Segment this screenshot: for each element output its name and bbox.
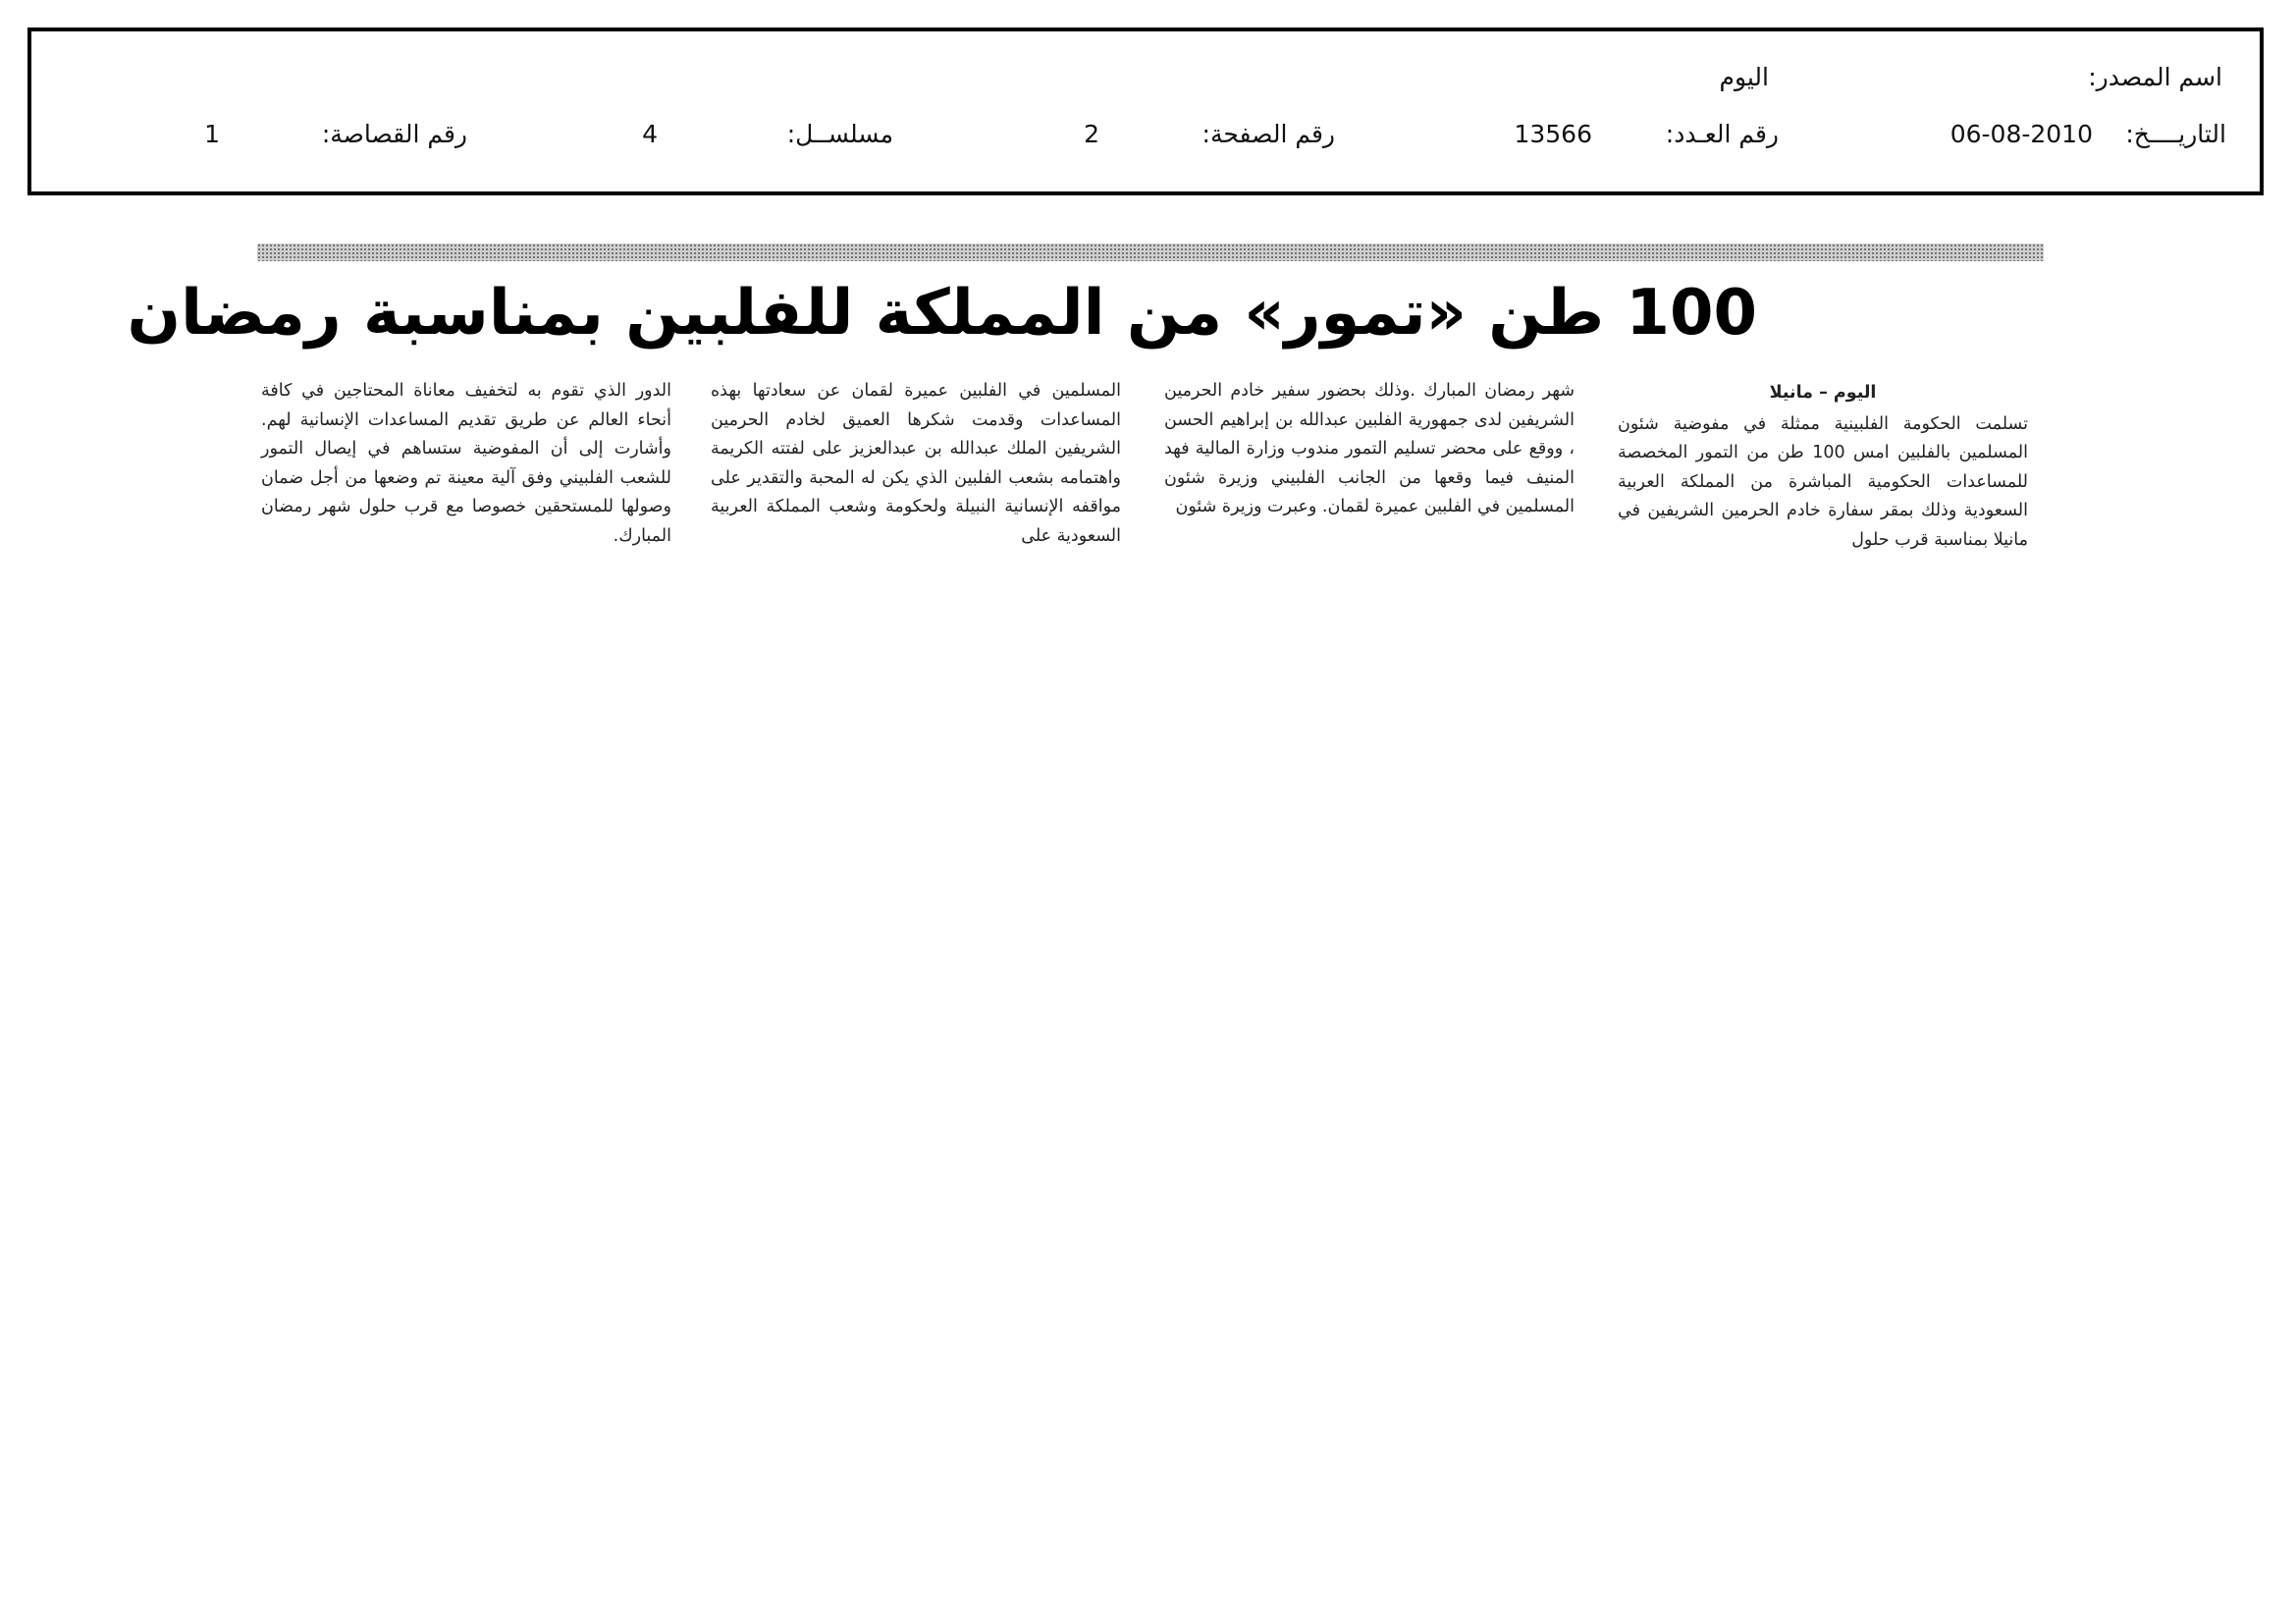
article-column-text: شهر رمضان المبارك .وذلك بحضور سفير خادم الحرمين الشريفين لدى جمهورية الفلبين عبدالله بن إبراهيم الحسن ، ووقع على محضر تسليم التمور مندوب وزارة المالية فهد المنيف فيما وقعها من الجانب الفلبيني وزيرة شئون المسلمين في الفلبين عميرة لقمان. وعبرت وزيرة شئون [1164, 381, 1575, 516]
halftone-rule [257, 244, 2044, 261]
article-column-3 [711, 377, 1121, 551]
article-column-text: المسلمين في الفلبين عميرة لقمان عن سعادتها بهذه المساعدات وقدمت شكرها العميق لخادم الحرمين الشريفين الملك عبدالله بن عبدالعزيز على لفتته الكريمة واهتمامه بشعب الفلبين الذي يكن له المحبة والتقدير على مواقفه الإنسانية النبيلة ولحكومة وشعب المملكة العربية السعودية على [711, 381, 1121, 546]
article-headline: 100 طن «تمور» من المملكة للفلبين بمناسبة رمضان [127, 277, 1757, 350]
clipping-header [27, 27, 2264, 195]
article-column-4 [261, 377, 671, 551]
clipping-number-label: رقم القصاصة: [321, 120, 467, 148]
article-dateline: اليوم – مانيلا [1769, 383, 1877, 403]
page-number-value: 2 [1084, 120, 1099, 148]
source-value: اليوم [1719, 63, 1769, 91]
clipping-number-value: 1 [204, 120, 220, 148]
issue-number-value: 13566 [1514, 120, 1592, 148]
date-value: 06-08-2010 [1949, 120, 2093, 148]
article-column-text: الدور الذي تقوم به لتخفيف معاناة المحتاجين في كافة أنحاء العالم عن طريق تقديم المساعدات الإنسانية لهم. وأشارت إلى أن المفوضية ستساهم في إيصال التمور للشعب الفلبيني وفق آلية معينة تم وضعها من أجل ضمان وصولها للمستحقين خصوصا مع قرب حلول شهر رمضان المبارك. [261, 381, 671, 546]
article-column-2 [1164, 377, 1575, 522]
page-number-label: رقم الصفحة: [1201, 120, 1335, 148]
article-column-1 [1618, 379, 2028, 555]
date-label: التاريــــخ: [2125, 120, 2226, 148]
issue-number-label: رقم العـدد: [1665, 120, 1779, 148]
serial-label: مسلســل: [786, 120, 893, 148]
serial-value: 4 [642, 120, 658, 148]
source-label: اسم المصدر: [2088, 63, 2222, 91]
article-column-text: تسلمت الحكومة الفلبينية ممثلة في مفوضية شئون المسلمين بالفلبين امس 100 طن من التمور المخصصة للمساعدات الحكومية المباشرة من المملكة العربية السعودية وذلك بمقر سفارة خادم الحرمين الشريفين في مانيلا بمناسبة قرب حلول [1618, 413, 2028, 550]
newspaper-clipping [127, 244, 2044, 609]
